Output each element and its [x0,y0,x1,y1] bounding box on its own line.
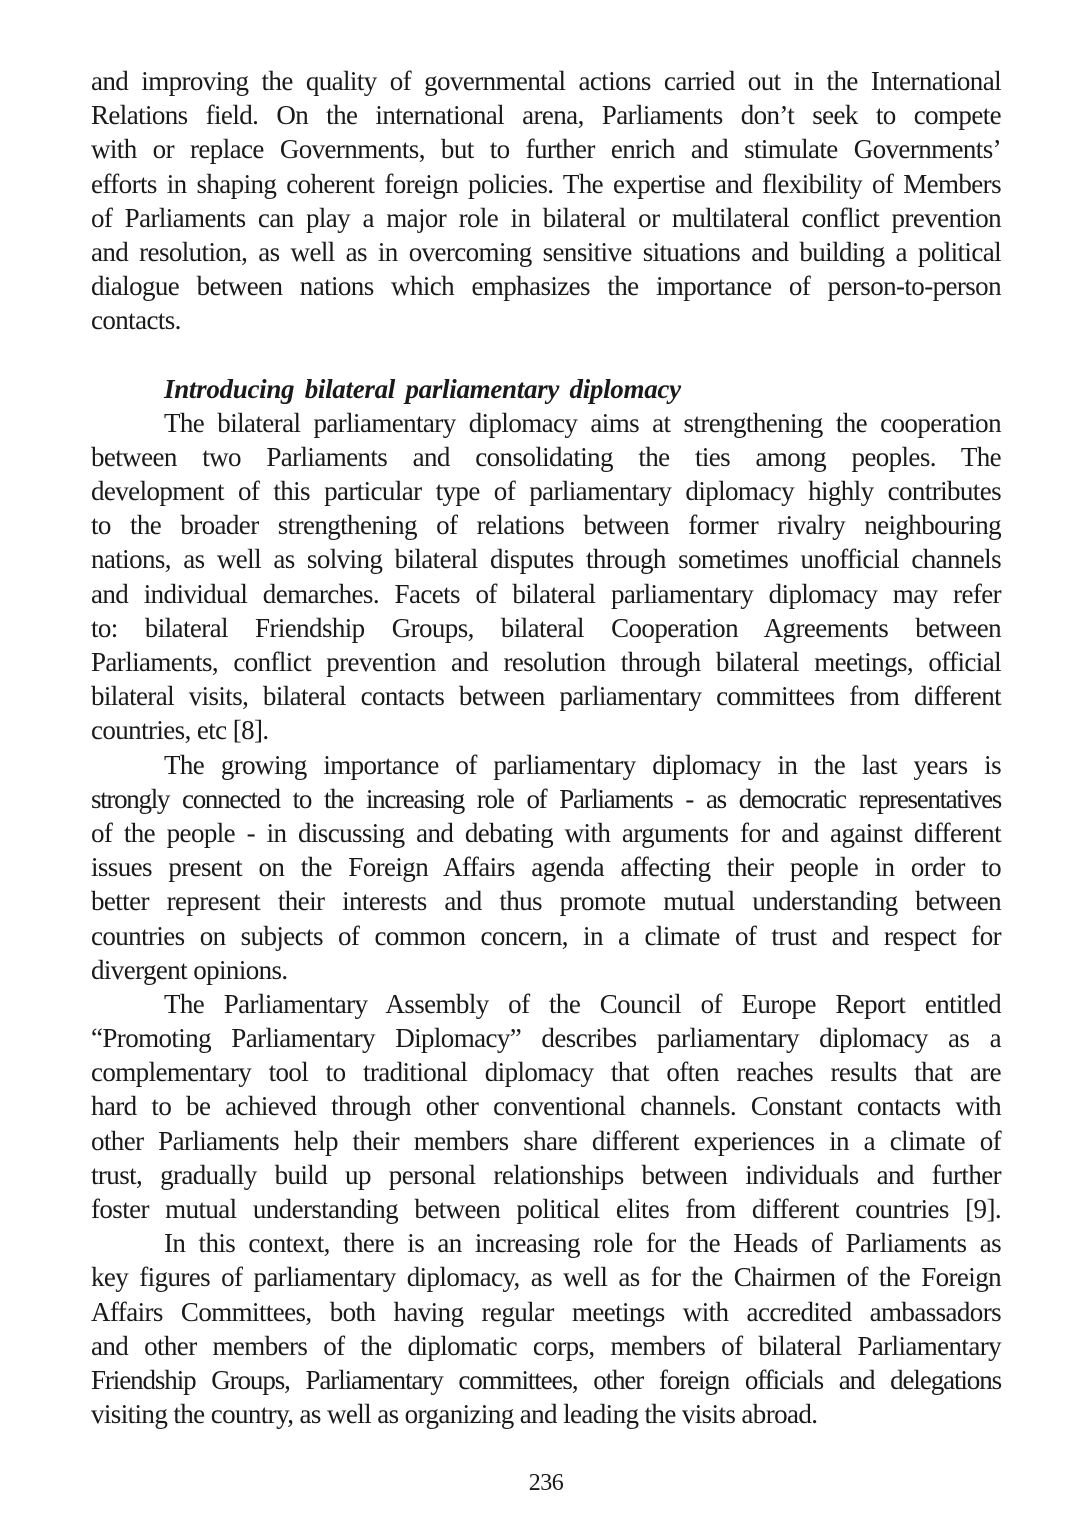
text-line: countries on subjects of common concern, in a climate of trust and respect for [91,920,1001,951]
paragraph-intro-continued [91,64,1001,338]
text-line: complementary tool to traditional diplomacy that often reaches results that are [91,1057,1001,1088]
text-line: Parliaments, conflict prevention and resolution through bilateral meetings, official [91,647,1001,677]
text-line: to the broader strengthening of relations between former rivalry neighbouring [91,510,1001,541]
text-line: other Parliaments help their members share different experiences in a climate of [91,1125,1001,1156]
text-line: issues present on the Foreign Affairs agenda affecting their people in order to [91,852,1001,883]
text-line: bilateral visits, bilateral contacts between parliamentary committees from different [91,681,1001,712]
text-line: countries, etc [8]. [91,715,269,746]
text-line: foster mutual understanding between political elites from different countries [9]. [91,1194,1001,1224]
text-line: “Promoting Parliamentary Diplomacy” describes parliamentary diplomacy as a [91,1023,1001,1054]
text-line: development of this particular type of parliamentary diplomacy highly contributes [91,476,1001,507]
text-line: to: bilateral Friendship Groups, bilateral Cooperation Agreements between [91,612,1001,643]
text-line: divergent opinions. [91,954,288,985]
text-line: key figures of parliamentary diplomacy, as well as for the Chairmen of the Foreign [91,1262,1001,1293]
paragraph-heads-of-parliaments [91,1226,1001,1431]
text-line: Affairs Committees, both having regular meetings with accredited ambassadors [91,1296,1001,1327]
text-line: of the people - in discussing and debating with arguments for and against different [91,817,1001,848]
text-line: with or replace Governments, but to further enrich and stimulate Governments’ [91,134,1001,165]
text-line: The bilateral parliamentary diplomacy aims at strengthening the cooperation [164,407,1001,438]
text-line: contacts. [91,305,181,336]
text-line: In this context, there is an increasing role for the Heads of Parliaments as [164,1228,1001,1259]
document-page [91,64,1001,1431]
paragraph-spacer [91,338,1001,372]
paragraph-pace-report [91,987,1001,1226]
section-heading: Introducing bilateral parliamentary diplomacy [164,373,681,404]
text-line: The growing importance of parliamentary diplomacy in the last years is [164,749,1001,780]
text-line: and improving the quality of governmental actions carried out in the International [91,66,1001,96]
paragraph-growing-importance [91,748,1001,987]
text-line: The Parliamentary Assembly of the Council of Europe Report entitled [164,988,1001,1019]
paragraph-bilateral [91,406,1001,748]
text-line: and resolution, as well as in overcoming sensitive situations and building a political [91,236,1001,267]
text-line: nations, as well as solving bilateral disputes through sometimes unofficial channels [91,544,1001,575]
text-line: visiting the country, as well as organizing and leading the visits abroad. [91,1399,818,1430]
text-line: between two Parliaments and consolidating the ties among peoples. The [91,441,1001,472]
text-line: dialogue between nations which emphasizes the importance of person-to-person [91,271,1001,302]
text-line: trust, gradually build up personal relationships between individuals and further [91,1159,1001,1190]
text-line: of Parliaments can play a major role in bilateral or multilateral conflict prevention [91,202,1001,233]
text-line: Friendship Groups, Parliamentary committees, other foreign officials and delegations [91,1364,1001,1395]
text-line: and other members of the diplomatic corps, members of bilateral Parliamentary [91,1330,1001,1361]
text-line: and individual demarches. Facets of bilateral parliamentary diplomacy may refer [91,578,1001,609]
text-line: hard to be achieved through other conventional channels. Constant contacts with [91,1091,1001,1122]
text-line: strongly connected to the increasing role of Parliaments - as democratic representatives [91,783,1001,814]
text-line: efforts in shaping coherent foreign policies. The expertise and flexibility of Members [91,168,1001,199]
text-line: better represent their interests and thus promote mutual understanding between [91,886,1001,917]
text-line: Relations field. On the international arena, Parliaments don’t seek to compete [91,100,1001,131]
page-number: 236 [528,1470,564,1496]
